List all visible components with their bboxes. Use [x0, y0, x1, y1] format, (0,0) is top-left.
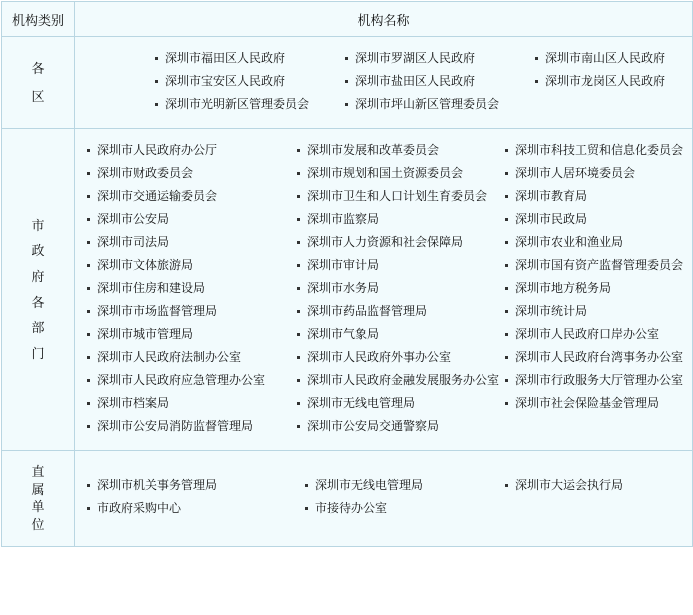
list-item[interactable]: 深圳市监察局: [295, 208, 503, 231]
list-item[interactable]: 深圳市罗湖区人民政府: [343, 47, 533, 70]
list-item[interactable]: 深圳市无线电管理局: [295, 392, 503, 415]
agency-list-districts: [81, 47, 686, 116]
category-char: 门: [31, 345, 45, 361]
column-header-names: 机构名称: [75, 2, 693, 37]
list-item[interactable]: 深圳市光明新区管理委员会: [153, 93, 343, 116]
names-cell-direct-units: [75, 451, 693, 547]
agency-table: [1, 1, 693, 547]
list-item[interactable]: 深圳市教育局: [503, 185, 693, 208]
list-item[interactable]: 深圳市公安局: [85, 208, 295, 231]
list-item[interactable]: 深圳市无线电管理局: [303, 474, 503, 497]
category-char: 各: [31, 60, 45, 76]
list-item[interactable]: 深圳市宝安区人民政府: [153, 70, 343, 93]
category-char: 区: [31, 88, 45, 104]
list-item[interactable]: 深圳市人民政府台湾事务办公室: [503, 346, 693, 369]
list-item[interactable]: 深圳市机关事务管理局: [85, 474, 303, 497]
category-cell-departments: [2, 129, 75, 451]
agency-list-direct-units: [81, 474, 686, 520]
list-item[interactable]: 深圳市国有资产监督管理委员会: [503, 254, 693, 277]
column-header-category: 机构类别: [2, 2, 75, 37]
list-item[interactable]: 深圳市农业和渔业局: [503, 231, 693, 254]
list-item[interactable]: 深圳市龙岗区人民政府: [533, 70, 693, 93]
table-header: [2, 2, 693, 37]
list-item[interactable]: 深圳市审计局: [295, 254, 503, 277]
list-item[interactable]: 深圳市人居环境委员会: [503, 162, 693, 185]
list-item[interactable]: 深圳市公安局交通警察局: [295, 415, 503, 438]
list-item[interactable]: 深圳市坪山新区管理委员会: [343, 93, 533, 116]
list-item[interactable]: 深圳市盐田区人民政府: [343, 70, 533, 93]
category-char: 市: [31, 217, 45, 233]
list-item[interactable]: 深圳市交通运输委员会: [85, 185, 295, 208]
list-item[interactable]: 深圳市人民政府金融发展服务办公室: [295, 369, 503, 392]
list-item[interactable]: 深圳市人民政府口岸办公室: [503, 323, 693, 346]
category-char: 部: [31, 320, 45, 336]
category-char: 属: [31, 481, 45, 497]
category-cell-direct-units: [2, 451, 75, 547]
table-header-row: [2, 2, 693, 37]
list-item[interactable]: 深圳市人民政府应急管理办公室: [85, 369, 295, 392]
list-item[interactable]: 深圳市气象局: [295, 323, 503, 346]
list-item[interactable]: 深圳市福田区人民政府: [153, 47, 343, 70]
list-item[interactable]: 深圳市卫生和人口计划生育委员会: [295, 185, 503, 208]
table-row: [2, 129, 693, 451]
list-item[interactable]: 深圳市南山区人民政府: [533, 47, 693, 70]
names-cell-districts: [75, 37, 693, 129]
list-item[interactable]: 深圳市财政委员会: [85, 162, 295, 185]
list-item[interactable]: 深圳市人民政府外事办公室: [295, 346, 503, 369]
category-char: 府: [31, 268, 45, 284]
list-item[interactable]: 深圳市规划和国土资源委员会: [295, 162, 503, 185]
list-item[interactable]: 深圳市人力资源和社会保障局: [295, 231, 503, 254]
list-item[interactable]: 市政府采购中心: [85, 497, 303, 520]
category-cell-districts: [2, 37, 75, 129]
list-item[interactable]: 深圳市住房和建设局: [85, 277, 295, 300]
list-item[interactable]: 深圳市地方税务局: [503, 277, 693, 300]
table-row: [2, 37, 693, 129]
list-item[interactable]: 深圳市水务局: [295, 277, 503, 300]
category-char: 单: [31, 499, 45, 515]
names-cell-departments: [75, 129, 693, 451]
table-body: [2, 37, 693, 547]
list-item[interactable]: 深圳市统计局: [503, 300, 693, 323]
list-item[interactable]: 深圳市市场监督管理局: [85, 300, 295, 323]
list-item[interactable]: 深圳市社会保险基金管理局: [503, 392, 693, 415]
category-char: 位: [31, 516, 45, 532]
list-item[interactable]: 深圳市民政局: [503, 208, 693, 231]
category-char: 政: [31, 243, 45, 259]
category-char: 直: [31, 464, 45, 479]
category-char: 各: [31, 294, 45, 310]
agency-list-departments: [81, 139, 686, 438]
list-item[interactable]: 深圳市公安局消防监督管理局: [85, 415, 295, 438]
list-item[interactable]: 深圳市人民政府法制办公室: [85, 346, 295, 369]
list-item[interactable]: 深圳市科技工贸和信息化委员会: [503, 139, 693, 162]
list-item[interactable]: 深圳市发展和改革委员会: [295, 139, 503, 162]
list-item[interactable]: 深圳市档案局: [85, 392, 295, 415]
list-item[interactable]: 深圳市行政服务大厅管理办公室: [503, 369, 693, 392]
table-row: [2, 451, 693, 547]
list-item[interactable]: 深圳市文体旅游局: [85, 254, 295, 277]
list-item[interactable]: 深圳市人民政府办公厅: [85, 139, 295, 162]
list-item[interactable]: 深圳市司法局: [85, 231, 295, 254]
list-item[interactable]: 深圳市药品监督管理局: [295, 300, 503, 323]
list-item[interactable]: 市接待办公室: [303, 497, 503, 520]
list-item[interactable]: 深圳市大运会执行局: [503, 474, 693, 497]
list-item[interactable]: 深圳市城市管理局: [85, 323, 295, 346]
